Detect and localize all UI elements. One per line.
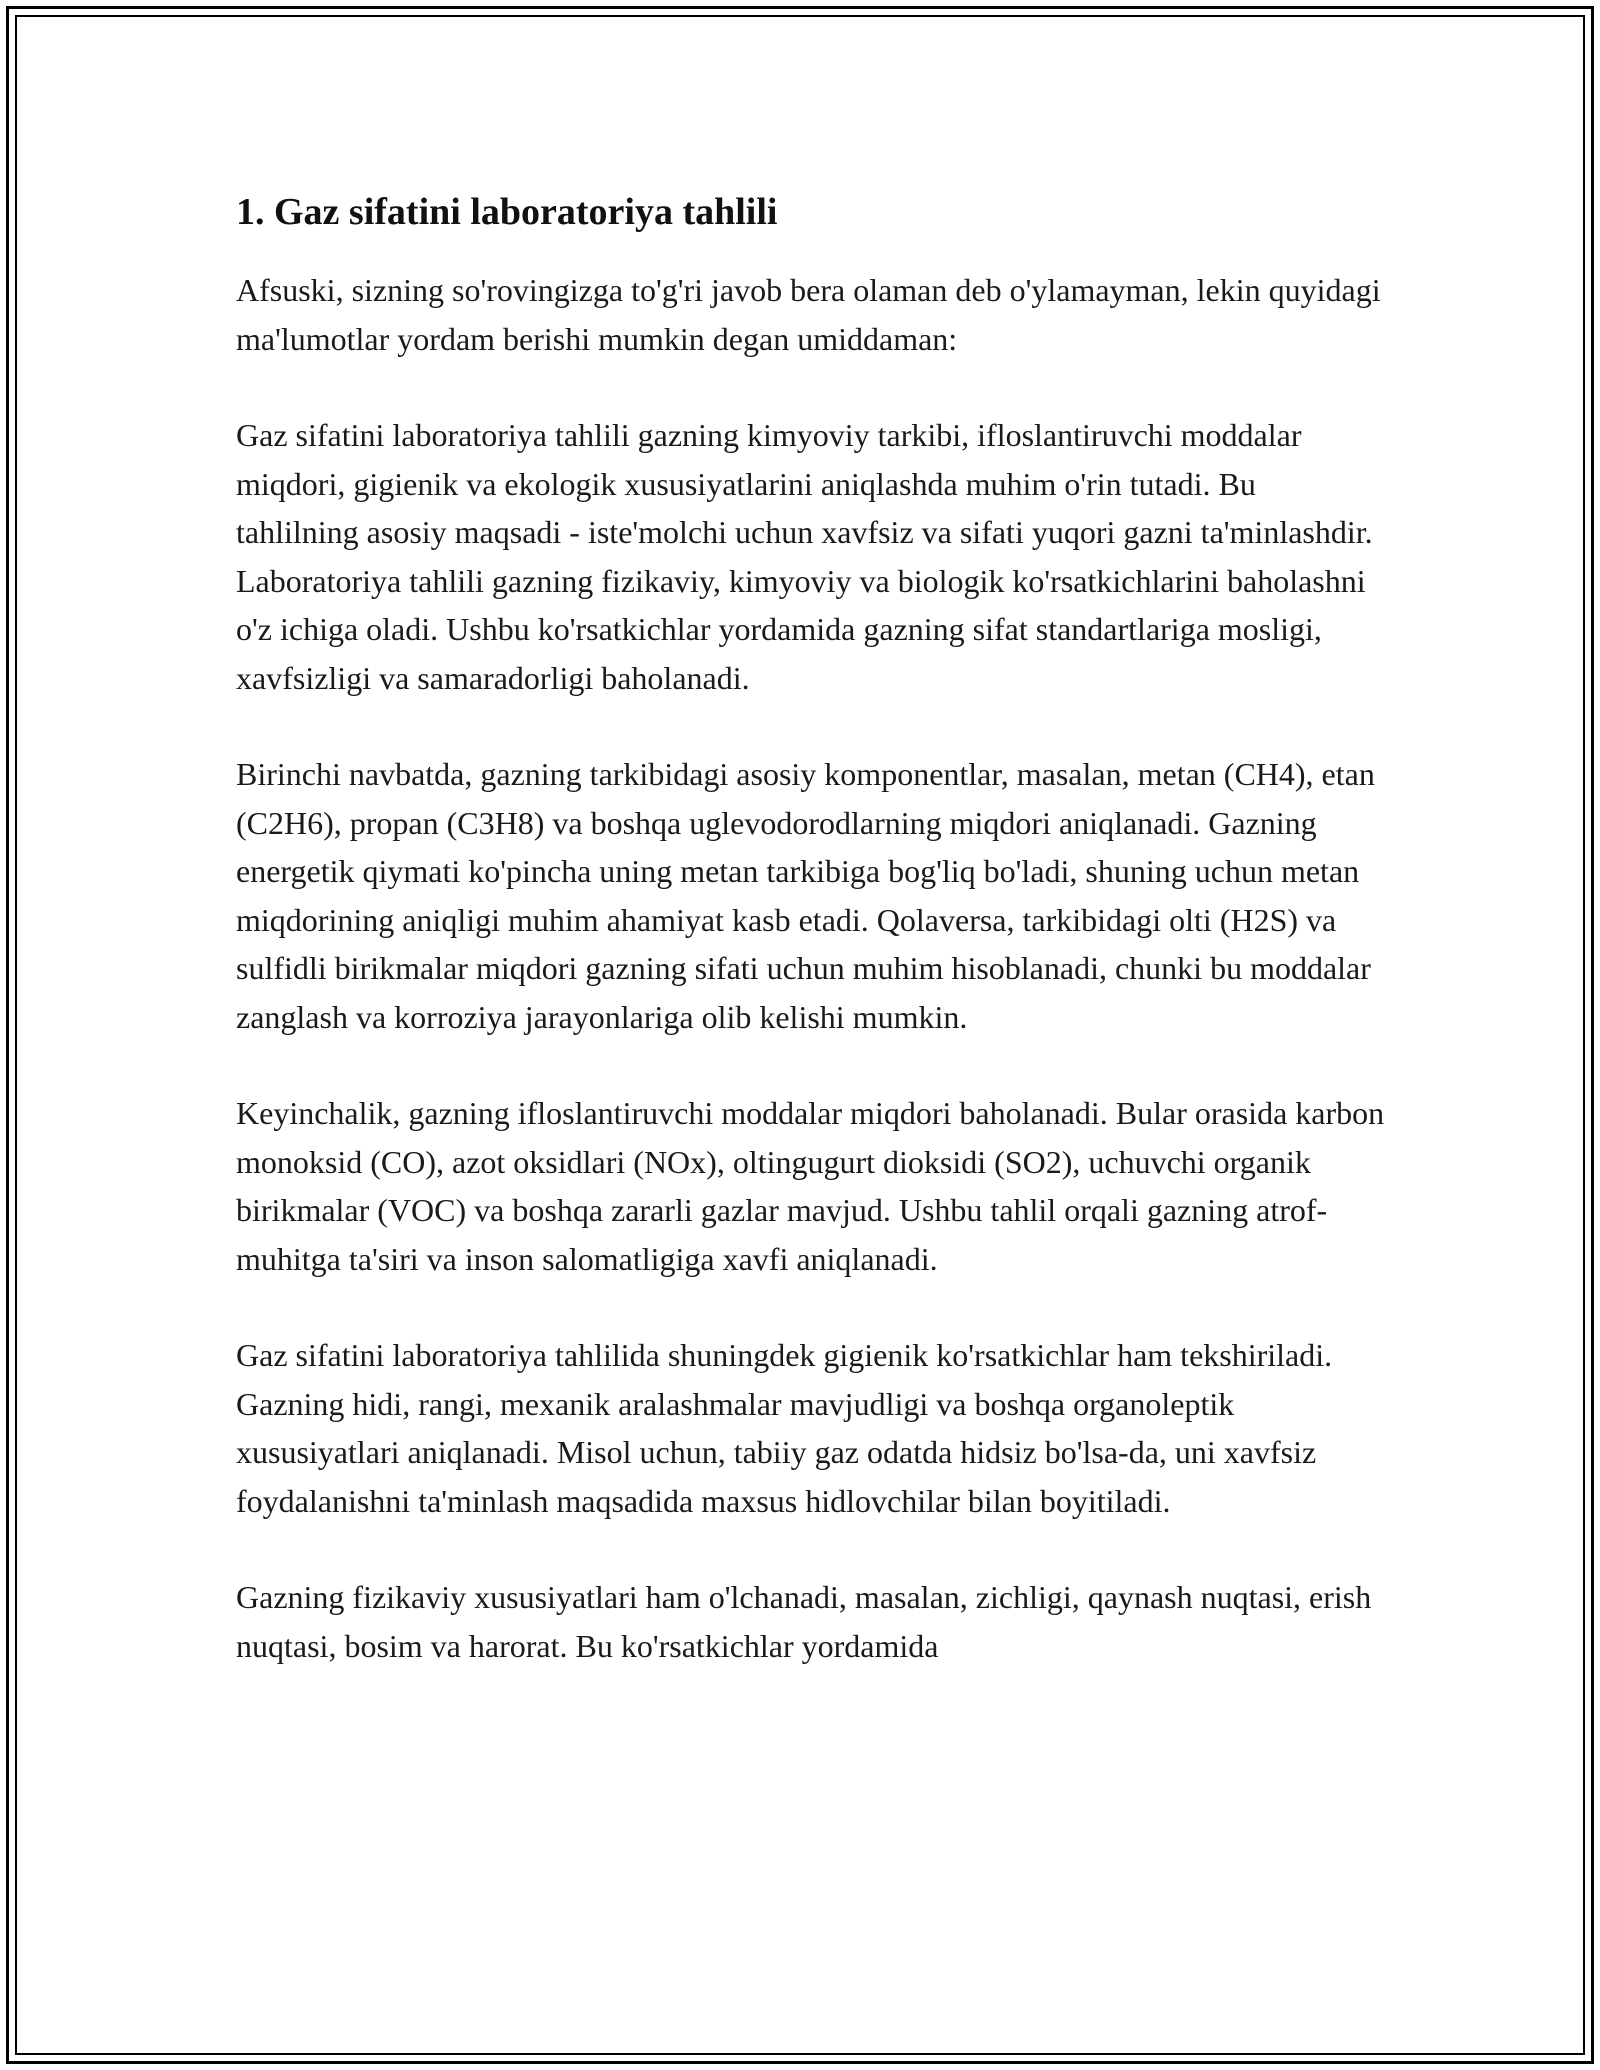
paragraph-overview: Gaz sifatini laboratoriya tahlili gazning kimyoviy tarkibi, ifloslantiruvchi moddalar miqdori, gigienik va ekologik xususiyatlarini aniqlashda muhim o'rin tutadi. Bu tahlilning asosiy maqsadi - iste'molchi uchun xavfsiz va sifati yuqori gazni ta'minlashdir. Laboratoriya tahlili gazning fizikaviy, kimyoviy va biologik ko'rsatkichlarini baholashni o'z ichiga oladi. Ushbu ko'rsatkichlar yordamida gazning sifat standartlariga mosligi, xavfsizligi va samaradorligi baholanadi. bbox=[236, 417, 1373, 696]
document-body bbox=[236, 186, 1386, 1670]
paragraph-physical: Gazning fizikaviy xususiyatlari ham o'lchanadi, masalan, zichligi, qaynash nuqtasi, erish nuqtasi, bosim va harorat. Bu ko'rsatkichlar yordamida bbox=[236, 1579, 1372, 1664]
paragraph-intro: Afsuski, sizning so'rovingizga to'g'ri javob bera olaman deb o'ylamayman, lekin quyidagi ma'lumotlar yordam berishi mumkin degan umiddaman: bbox=[236, 272, 1381, 357]
paragraph-pollutants: Keyinchalik, gazning ifloslantiruvchi moddalar miqdori baholanadi. Bular orasida karbon monoksid (CO), azot oksidlari (NOx), oltingugurt dioksidi (SO2), uchuvchi organik birikmalar (VOC) va boshqa zararli gazlar mavjud. Ushbu tahlil orqali gazning atrof-muhitga ta'siri va inson salomatligiga xavfi aniqlanadi. bbox=[236, 1095, 1385, 1277]
paragraph-hygienic: Gaz sifatini laboratoriya tahlilida shuningdek gigienik ko'rsatkichlar ham tekshiriladi. Gazning hidi, rangi, mexanik aralashmalar mavjudligi va boshqa organoleptik xususiyatlari aniqlanadi. Misol uchun, tabiiy gaz odatda hidsiz bo'lsa-da, uni xavfsiz foydalanishni ta'minlash maqsadida maxsus hidlovchilar bilan boyitiladi. bbox=[236, 1337, 1333, 1519]
paragraph-components: Birinchi navbatda, gazning tarkibidagi asosiy komponentlar, masalan, metan (CH4), etan (C2H6), propan (C3H8) va boshqa uglevodorodlarning miqdori aniqlanadi. Gazning energetik qiymati ko'pincha uning metan tarkibiga bog'liq bo'ladi, shuning uchun metan miqdorining aniqligi muhim ahamiyat kasb etadi. Qolaversa, tarkibidagi olti (H2S) va sulfidli birikmalar miqdori gazning sifati uchun muhim hisoblanadi, chunki bu moddalar zanglash va korroziya jarayonlariga olib kelishi mumkin. bbox=[236, 756, 1375, 1035]
section-heading: 1. Gaz sifatini laboratoriya tahlili bbox=[236, 191, 778, 233]
